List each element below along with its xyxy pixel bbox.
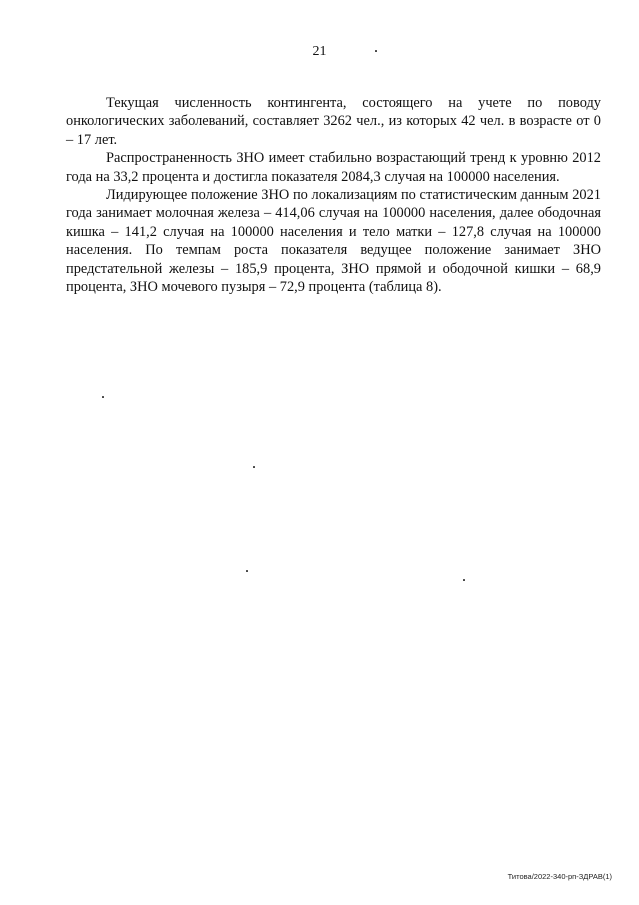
page-number: 21 <box>312 44 327 59</box>
document-body <box>66 94 601 296</box>
scan-speck <box>246 570 248 572</box>
scan-speck <box>253 466 255 468</box>
scan-speck <box>463 579 465 581</box>
scan-speck <box>102 396 104 398</box>
paragraph-contingent: Текущая численность контингента, состоящего на учете по поводу онкологических заболеваний, составляет 3262 чел., из которых 42 чел. в возрасте от 0 – 17 лет. <box>66 95 601 148</box>
paragraph-localization: Лидирующее положение ЗНО по локализациям по статистическим данным 2021 года занимает молочная железа – 414,06 случая на 100000 населения, далее ободочная кишка – 141,2 случая на 100000 населения и тело матки – 127,8 случая на 100000 населения. По темпам роста показателя ведущее положение занимает ЗНО предстательной железы – 185,9 процента, ЗНО прямой и ободочной кишки – 68,9 процента, ЗНО мочевого пузыря – 72,9 процента (таблица 8). <box>66 187 601 296</box>
scan-speck <box>375 50 377 52</box>
document-footer-id: Титова/2022-340-рп-ЗДРАВ(1) <box>507 872 612 881</box>
paragraph-prevalence: Распространенность ЗНО имеет стабильно возрастающий тренд к уровню 2012 года на 33,2 процента и достигла показателя 2084,3 случая на 100000 населения. <box>66 150 601 185</box>
